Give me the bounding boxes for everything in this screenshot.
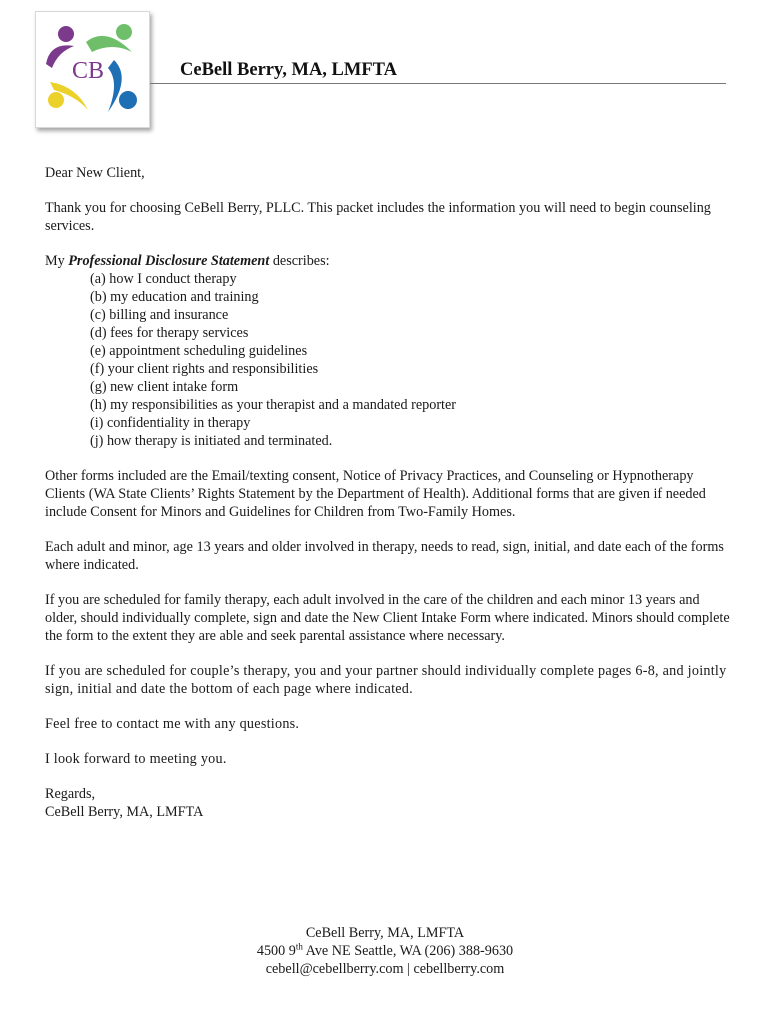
greeting: Dear New Client, xyxy=(45,165,145,181)
list-item: (j) how therapy is initiated and terminated. xyxy=(90,433,333,449)
looking-forward-paragraph: I look forward to meeting you. xyxy=(45,751,227,767)
other-forms-paragraph: Other forms included are the Email/texting consent, Notice of Privacy Practices, and Counseling or Hypnotherapy Clients (WA State Clients’ Rights Statement by the Department of Health). Additional forms that are given if needed include Consent for Minors and Guidelines for Children from Two-Family Homes. xyxy=(45,468,706,520)
pds-list xyxy=(45,270,735,450)
list-item: (e) appointment scheduling guidelines xyxy=(90,343,308,359)
letter-footer xyxy=(0,924,770,978)
pds-suffix: describes: xyxy=(269,253,330,269)
couples-therapy-paragraph: If you are scheduled for couple’s therapy, you and your partner should individually complete pages 6-8, and jointly sign, initial and date the bottom of each page where indicated. xyxy=(45,663,727,697)
letterhead-title: CeBell Berry, MA, LMFTA xyxy=(180,60,397,80)
list-item: (b) my education and training xyxy=(90,289,259,305)
list-item: (f) your client rights and responsibilities xyxy=(90,361,319,377)
footer-name: CeBell Berry, MA, LMFTA xyxy=(305,925,465,941)
list-item: (d) fees for therapy services xyxy=(90,325,249,341)
letter-body xyxy=(45,164,735,821)
closing: Regards, xyxy=(45,786,96,802)
footer-contact xyxy=(0,960,770,978)
footer-address-rest: Ave NE Seattle, WA (206) 388-9630 xyxy=(302,943,514,959)
footer-website[interactable]: cebellberry.com xyxy=(413,961,505,977)
footer-address-sup: th xyxy=(295,941,303,952)
signature: CeBell Berry, MA, LMFTA xyxy=(45,804,204,820)
pds-prefix: My xyxy=(45,253,69,269)
pds-intro xyxy=(45,252,735,270)
footer-address-number: 4500 9 xyxy=(256,943,296,959)
footer-address xyxy=(0,942,770,960)
footer-separator: | xyxy=(403,961,414,977)
blue-arm xyxy=(108,60,122,112)
footer-email[interactable]: cebell@cebellberry.com xyxy=(265,961,404,977)
list-item: (g) new client intake form xyxy=(90,379,239,395)
contact-paragraph: Feel free to contact me with any questions. xyxy=(45,716,300,732)
green-head xyxy=(116,24,132,40)
pds-title: Professional Disclosure Statement xyxy=(68,253,270,269)
letterhead-rule xyxy=(150,83,726,84)
list-item: (a) how I conduct therapy xyxy=(90,271,237,287)
yellow-head xyxy=(48,92,64,108)
list-item: (h) my responsibilities as your therapist and a mandated reporter xyxy=(90,397,457,413)
family-therapy-paragraph: If you are scheduled for family therapy, each adult involved in the care of the children and each minor 13 years and older, should individually complete, sign and date the New Client Intake Form where indicated. Minors should complete the form to the extent they are able and seek parental assistance where necessary. xyxy=(45,592,730,644)
each-adult-paragraph: Each adult and minor, age 13 years and older involved in therapy, needs to read, sign, initial, and date each of the forms where indicated. xyxy=(45,539,724,573)
logo xyxy=(35,11,150,128)
purple-head xyxy=(58,26,74,42)
list-item: (i) confidentiality in therapy xyxy=(90,415,251,431)
list-item: (c) billing and insurance xyxy=(90,307,229,323)
intro-paragraph: Thank you for choosing CeBell Berry, PLLC. This packet includes the information you will need to begin counseling services. xyxy=(45,200,711,234)
purple-arm xyxy=(46,45,74,68)
logo-text: CB xyxy=(72,58,105,84)
blue-head xyxy=(119,91,137,109)
logo-graphic xyxy=(36,12,149,127)
